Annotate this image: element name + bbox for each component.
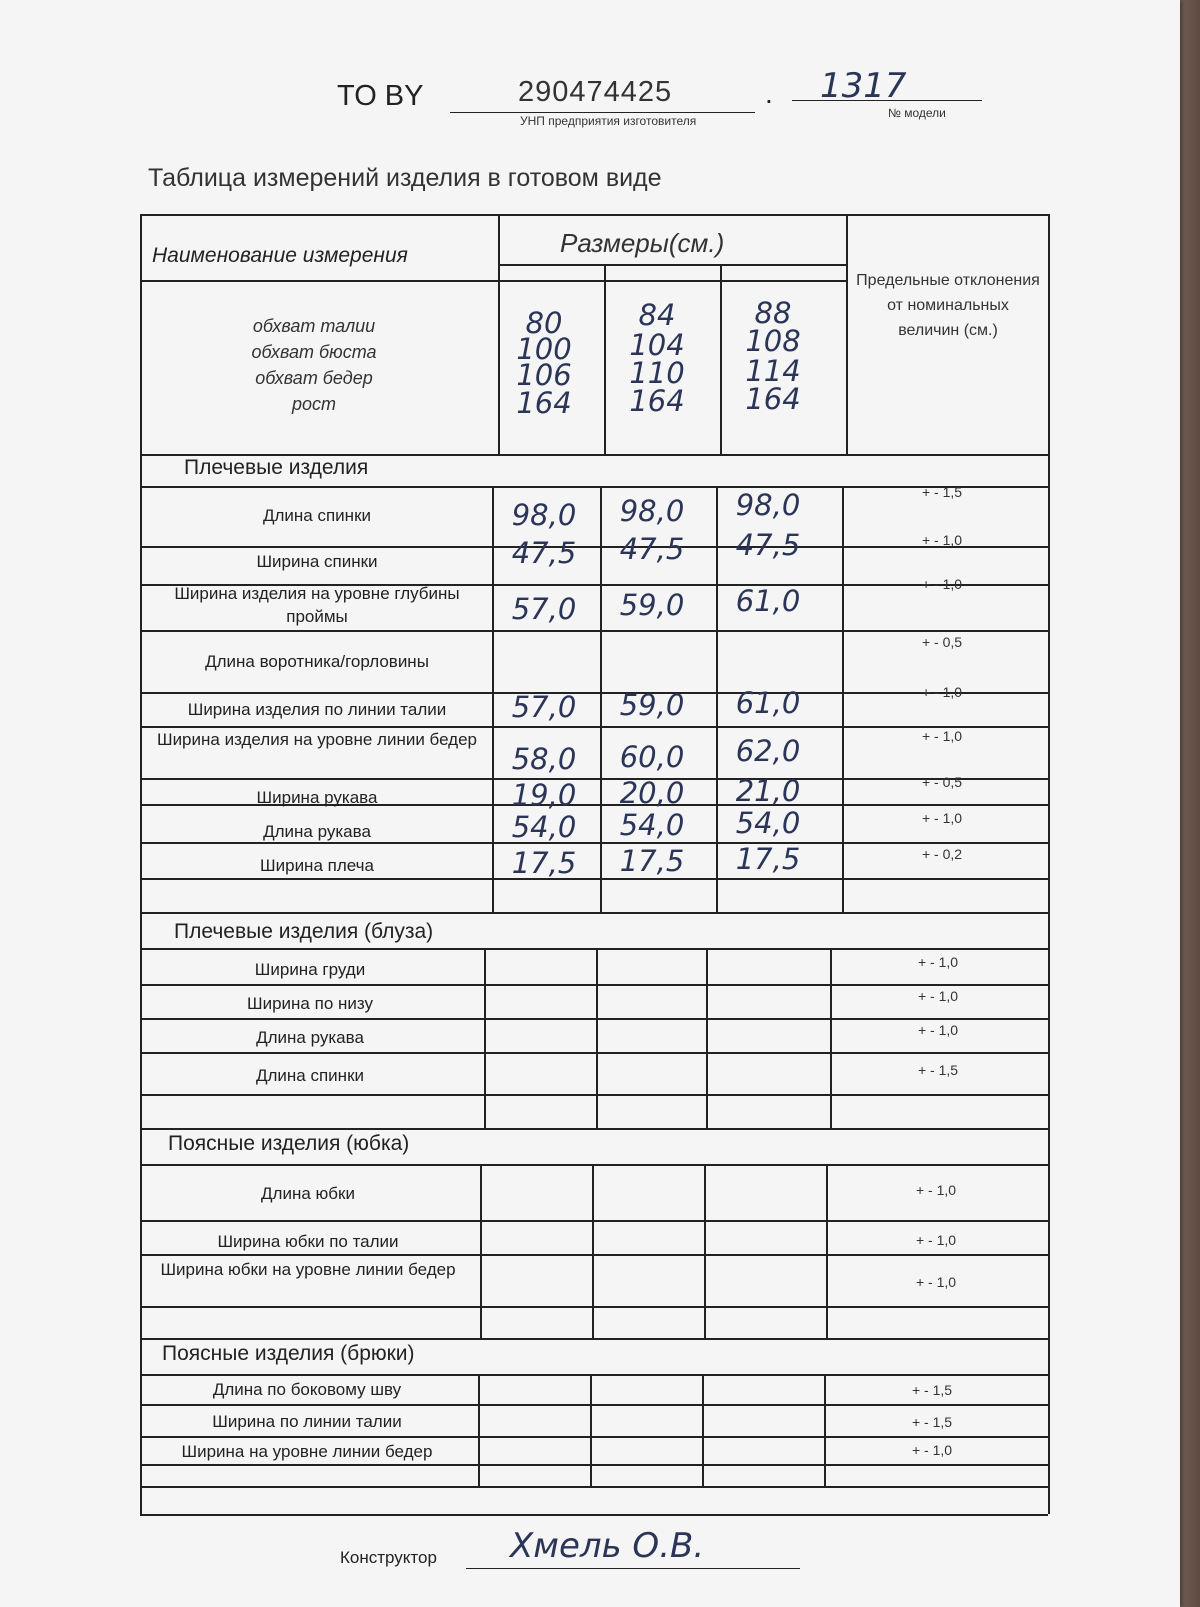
header-separator: . (765, 78, 773, 109)
size2-waist: 84 (638, 298, 676, 332)
size1-height: 164 (516, 386, 572, 420)
armhole-width-size3: 61,0 (735, 584, 801, 618)
sleeve-width-size2: 20,0 (619, 776, 685, 810)
back-length-size1: 98,0 (511, 498, 577, 532)
designer-underline (466, 1568, 800, 1569)
sleeve-width-size3: 21,0 (735, 774, 801, 808)
back-length-size2: 98,0 (619, 494, 685, 528)
waist-width-size2: 59,0 (619, 688, 685, 722)
size3-bust: 108 (745, 324, 801, 358)
back-width-size2: 47,5 (619, 532, 685, 566)
skirt-hip-width-label: Ширина юбки на уровне линии бедер (160, 1260, 456, 1279)
hip-width-tolerance: + - 1,0 (921, 728, 963, 744)
waist-width-size1: 57,0 (511, 690, 577, 724)
measure-height-label: рост (291, 394, 336, 414)
row-collar-length-label: Длина воротника/горловины (205, 652, 429, 671)
row-back-length-label: Длина спинки (262, 506, 372, 525)
skirt-waist-width-label: Ширина юбки по талии (217, 1232, 399, 1251)
size2-height: 164 (629, 384, 685, 418)
waist-width-size3: 61,0 (735, 686, 801, 720)
trousers-side-seam-label: Длина по боковому шву (212, 1380, 402, 1399)
measure-waist-label: обхват талии (252, 316, 376, 336)
blouse-back-length-label: Длина спинки (255, 1066, 365, 1085)
hip-width-size1: 58,0 (511, 742, 577, 776)
sleeve-width-size1: 19,0 (511, 778, 577, 812)
row-waist-width-label: Ширина изделия по линии талии (187, 700, 447, 719)
back-width-size3: 47,5 (735, 528, 801, 562)
back-length-tolerance: + - 1,5 (921, 484, 963, 500)
shoulder-width-size2: 17,5 (619, 844, 685, 878)
size3-height: 164 (745, 382, 801, 416)
section-blouse-title: Плечевые изделия (блуза) (174, 920, 434, 943)
row-hip-width-label: Ширина изделия на уровне линии бедер (156, 730, 478, 749)
unp-number: 290474425 (518, 76, 673, 108)
blouse-back-length-tolerance: + - 1,5 (917, 1062, 959, 1078)
tolerance-column-header: Предельные отклонения от номинальных величин (см.) (856, 272, 1040, 339)
size1-bust: 100 (516, 332, 572, 366)
shoulder-width-tolerance: + - 0,2 (921, 846, 963, 862)
designer-signature: Хмель О.В. (510, 1526, 705, 1566)
sleeve-width-tolerance: + - 0,5 (921, 774, 963, 790)
blouse-hem-width-tolerance: + - 1,0 (917, 988, 959, 1004)
row-sleeve-length-label: Длина рукава (263, 822, 371, 841)
shoulder-width-size3: 17,5 (735, 842, 801, 876)
row-armhole-width-label: Ширина изделия на уровне глубины проймы (174, 584, 460, 626)
section-trousers-title: Поясные изделия (брюки) (162, 1342, 415, 1365)
blouse-sleeve-length-tolerance: + - 1,0 (917, 1022, 959, 1038)
document-title: Таблица измерений изделия в готовом виде (148, 164, 662, 192)
sleeve-length-size1: 54,0 (511, 810, 577, 844)
designer-label: Конструктор (340, 1548, 437, 1567)
size2-bust: 104 (629, 328, 685, 362)
size2-hip: 110 (629, 356, 685, 390)
unp-underline (450, 112, 755, 113)
model-caption: № модели (888, 106, 946, 120)
row-shoulder-width-label: Ширина плеча (260, 856, 374, 875)
measure-hip-label: обхват бедер (255, 368, 373, 388)
section-skirt-title: Поясные изделия (юбка) (168, 1132, 410, 1155)
skirt-waist-width-tolerance: + - 1,0 (915, 1232, 957, 1248)
back-width-tolerance: + - 1,0 (921, 532, 963, 548)
hip-width-size3: 62,0 (735, 734, 801, 768)
trousers-waist-width-tolerance: + - 1,5 (911, 1414, 953, 1430)
skirt-length-tolerance: + - 1,0 (915, 1182, 957, 1198)
name-column-header: Наименование измерения (152, 244, 408, 267)
sleeve-length-size2: 54,0 (619, 808, 685, 842)
armhole-width-tolerance: + - 1,0 (921, 576, 963, 592)
model-underline (792, 100, 982, 101)
hip-width-size2: 60,0 (619, 740, 685, 774)
skirt-length-label: Длина юбки (261, 1184, 355, 1203)
trousers-side-seam-tolerance: + - 1,5 (911, 1382, 953, 1398)
trousers-hip-width-tolerance: + - 1,0 (911, 1442, 953, 1458)
collar-length-tolerance: + - 0,5 (921, 634, 963, 650)
blouse-sleeve-length-label: Длина рукава (256, 1028, 364, 1047)
size3-waist: 88 (754, 296, 792, 330)
armhole-width-size1: 57,0 (511, 592, 577, 626)
header-prefix: TO BY (337, 80, 424, 112)
size3-hip: 114 (745, 354, 801, 388)
back-length-size3: 98,0 (735, 488, 801, 522)
trousers-hip-width-label: Ширина на уровне линии бедер (181, 1442, 433, 1461)
blouse-hem-width-label: Ширина по низу (247, 994, 373, 1013)
sleeve-length-tolerance: + - 1,0 (921, 810, 963, 826)
row-back-width-label: Ширина спинки (256, 552, 378, 571)
row-sleeve-width-label: Ширина рукава (256, 788, 378, 807)
shoulder-width-size1: 17,5 (511, 846, 577, 880)
size1-waist: 80 (525, 306, 563, 340)
skirt-hip-width-tolerance: + - 1,0 (915, 1274, 957, 1290)
sizes-column-header: Размеры(см.) (560, 228, 725, 258)
blouse-chest-width-tolerance: + - 1,0 (917, 954, 959, 970)
sleeve-length-size3: 54,0 (735, 806, 801, 840)
back-width-size1: 47,5 (511, 536, 577, 570)
size1-hip: 106 (516, 358, 572, 392)
model-number: 1317 (820, 66, 907, 106)
measurement-table (140, 214, 1048, 1514)
measure-bust-label: обхват бюста (251, 342, 377, 362)
section-shoulder-title: Плечевые изделия (184, 456, 369, 479)
unp-caption: УНП предприятия изготовителя (520, 114, 697, 128)
blouse-chest-width-label: Ширина груди (254, 960, 366, 979)
waist-width-tolerance: + - 1,0 (921, 684, 963, 700)
trousers-waist-width-label: Ширина по линии талии (212, 1412, 402, 1431)
armhole-width-size2: 59,0 (619, 588, 685, 622)
